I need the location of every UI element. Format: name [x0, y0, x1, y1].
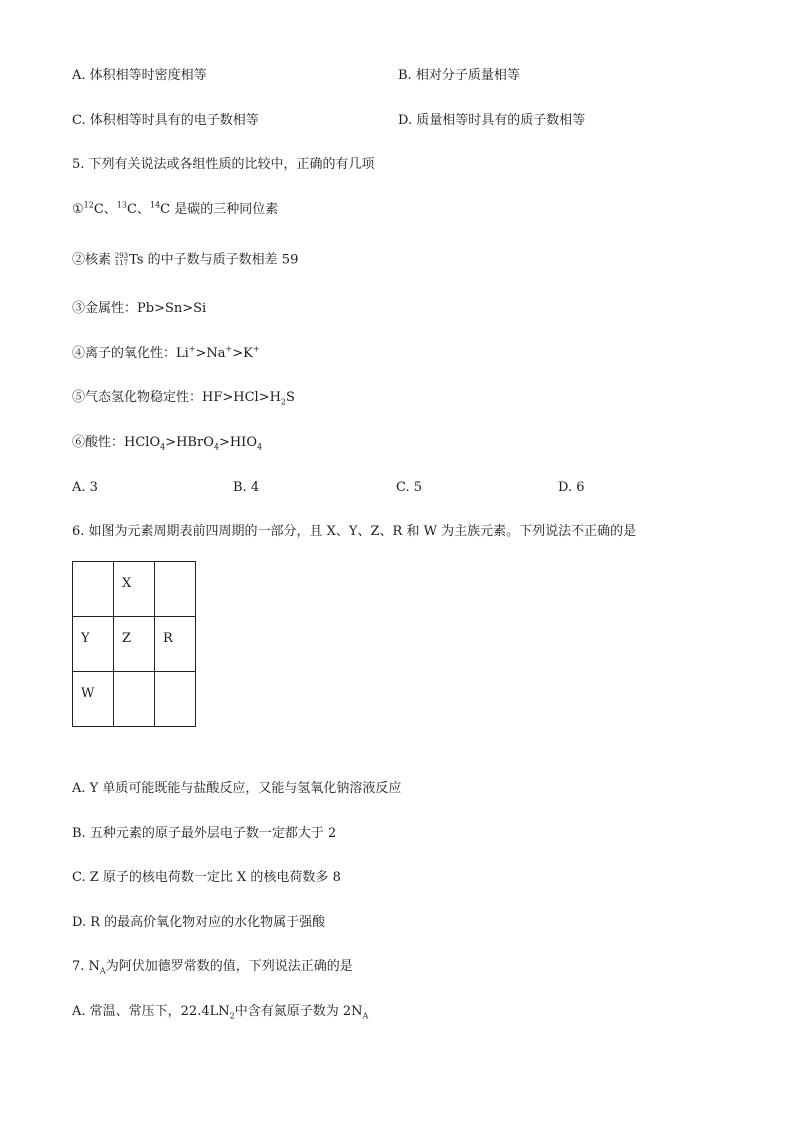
cell-label [114, 672, 154, 686]
text: C 是碳的三种同位素 [160, 202, 279, 217]
table-cell [155, 562, 196, 617]
table-cell [73, 672, 114, 727]
ion-charge: + [225, 344, 233, 354]
atomic-number: 117 [114, 259, 129, 267]
text: A. 常温、常压下，22.4LN [72, 1004, 230, 1019]
table-cell [73, 617, 114, 672]
text: 7. N [72, 959, 100, 974]
q4-option-c: C. 体积相等时具有的电子数相等 [72, 113, 259, 128]
cell-label: Y [81, 631, 90, 646]
q7-stem [72, 959, 353, 975]
q7-option-a [72, 1004, 368, 1020]
q4-option-d: D. 质量相等时具有的质子数相等 [398, 113, 586, 128]
cell-label [155, 562, 195, 576]
q5-option-c: C. 5 [396, 480, 423, 495]
q5-statement-1 [72, 202, 278, 218]
cell-label: R [163, 631, 173, 646]
cell-label [73, 562, 113, 576]
text: 为阿伏加德罗常数的值，下列说法正确的是 [105, 959, 353, 974]
q6-option-d: D. R 的最高价氧化物对应的水化物属于强酸 [72, 915, 326, 930]
q5-stem: 5. 下列有关说法或各组性质的比较中，正确的有几项 [72, 157, 375, 172]
text: 的中子数与质子数相差 59 [143, 252, 299, 268]
mass-number: 12 [83, 200, 94, 210]
text: S [286, 390, 295, 405]
text: >HIO [218, 435, 257, 450]
q5-statement-3: ③金属性：Pb>Sn>Si [72, 301, 207, 316]
mass-number: 13 [116, 200, 127, 210]
table-row [73, 617, 196, 672]
q6-option-a: A. Y 单质可能既能与盐酸反应，又能与氢氧化钠溶液反应 [72, 781, 402, 796]
subscript: 4 [256, 442, 263, 452]
table-cell [155, 617, 196, 672]
table-cell [155, 672, 196, 727]
table-cell [73, 562, 114, 617]
text: 中含有氮原子数为 2N [234, 1004, 363, 1019]
text: >K [232, 346, 253, 361]
q6-stem: 6. 如图为元素周期表前四周期的一部分，且 X、Y、Z、R 和 W 为主族元素。下列说法不正确的是 [72, 524, 637, 539]
text: >HBrO [165, 435, 214, 450]
q5-statement-6 [72, 435, 262, 451]
text: ⑥酸性：HClO [72, 435, 161, 450]
nuclide-notation [115, 252, 129, 268]
text: ②核素 [72, 252, 116, 268]
element-symbol: Ts [129, 252, 144, 268]
table-row [73, 562, 196, 617]
q4-option-a: A. 体积相等时密度相等 [72, 68, 207, 83]
ion-charge: + [252, 344, 260, 354]
q5-option-d: D. 6 [558, 480, 585, 495]
table-cell [114, 617, 155, 672]
table-cell [114, 562, 155, 617]
q5-option-a: A. 3 [72, 480, 98, 495]
q6-option-b: B. 五种元素的原子最外层电子数一定都大于 2 [72, 826, 337, 841]
q6-option-c: C. Z 原子的核电荷数一定比 X 的核电荷数多 8 [72, 870, 341, 885]
q5-statement-2 [72, 252, 298, 269]
q5-statement-5 [72, 390, 295, 406]
subscript: A [99, 966, 106, 976]
text: ⑤气态氢化物稳定性：HF>HCl>H [72, 390, 281, 405]
mass-number: 293 [114, 252, 129, 260]
text: C、 [93, 202, 117, 217]
q5-statement-4 [72, 346, 260, 362]
text: C、 [126, 202, 150, 217]
subscript: A [362, 1011, 369, 1021]
periodic-table-fragment [72, 561, 196, 727]
cell-label [155, 672, 195, 686]
mass-number: 14 [149, 200, 161, 210]
ion-charge: + [188, 344, 196, 354]
subscript: 2 [229, 1011, 235, 1021]
subscript: 2 [280, 397, 287, 407]
cell-label: X [122, 576, 132, 591]
statement-prefix: ① [72, 202, 84, 217]
text: >Na [195, 346, 226, 361]
cell-label: Z [122, 631, 132, 646]
q4-option-b: B. 相对分子质量相等 [398, 68, 520, 83]
cell-label: W [81, 686, 95, 701]
subscript: 4 [213, 442, 219, 452]
text: ④离子的氧化性：Li [72, 346, 189, 361]
table-row [73, 672, 196, 727]
subscript: 4 [160, 442, 166, 452]
q5-option-b: B. 4 [233, 480, 260, 495]
table-cell [114, 672, 155, 727]
